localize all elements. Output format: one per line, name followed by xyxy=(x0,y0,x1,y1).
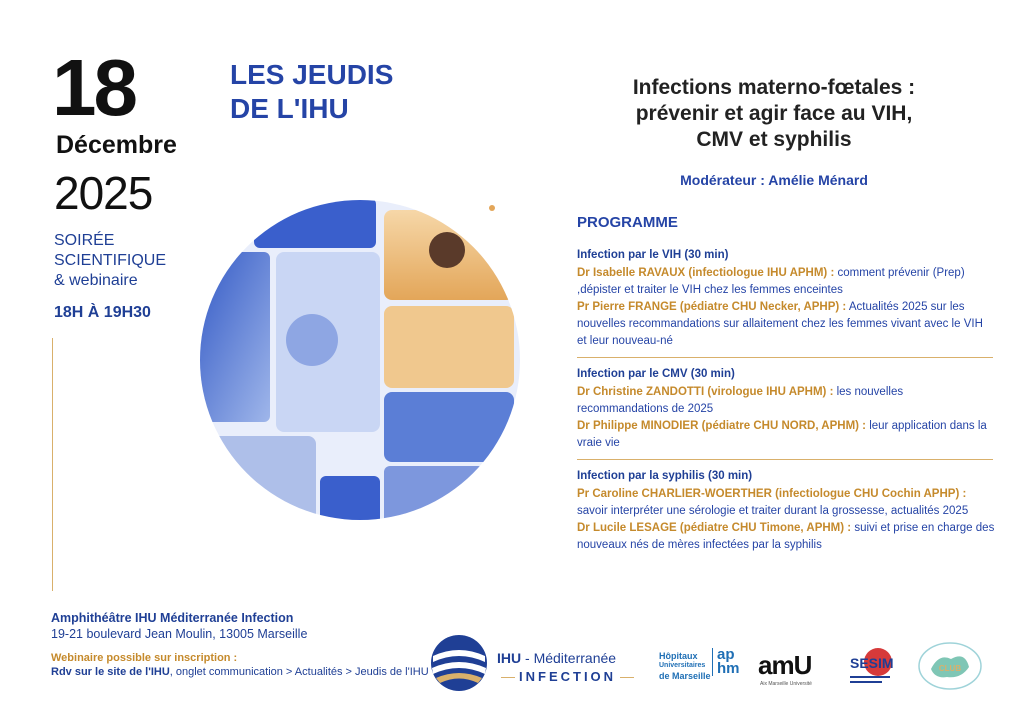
club-logo-text: CLUB xyxy=(938,664,962,673)
collage-tile xyxy=(192,252,270,422)
talk-speaker: Dr Christine ZANDOTTI (virologue IHU APHM) : xyxy=(577,385,834,398)
block-title: Infection par le VIH (30 min) xyxy=(577,249,729,261)
ihu-logo-line1-bold: IHU xyxy=(497,650,522,666)
programme-block-cmv xyxy=(577,366,995,453)
talk-speaker: Pr Pierre FRANGE (pédiatre CHU Necker, APHP) : xyxy=(577,301,847,314)
event-time: 18H À 19H30 xyxy=(54,304,151,321)
event-type-line: SOIRÉE xyxy=(54,232,115,249)
photo-collage xyxy=(192,190,522,530)
talk xyxy=(577,299,995,349)
aphm-logo-mark xyxy=(712,648,740,676)
talk-topic: Actualités 2025 sur les nouvelles recommandations sur allaitement chez les femmes vivant avec le VIH et leur nouveau-né xyxy=(577,301,983,347)
talk-speaker: Dr Philippe MINODIER (pédiatre CHU NORD, APHM) : xyxy=(577,420,866,433)
block-title: Infection par la syphilis (30 min) xyxy=(577,470,753,482)
programme-block-vih xyxy=(577,247,995,351)
page-title xyxy=(560,75,988,153)
programme-heading: PROGRAMME xyxy=(577,214,678,231)
webinar-path xyxy=(51,665,429,679)
collage-tile xyxy=(254,198,376,248)
page-title-line: prévenir et agir face au VIH, xyxy=(635,102,913,125)
aphm-text-line: de Marseille xyxy=(659,671,711,681)
aphm-mark-line: hm xyxy=(717,660,740,677)
programme-block-syphilis xyxy=(577,468,995,555)
talk xyxy=(577,486,995,520)
talk-topic: suivi et prise en charge des nouveaux nés de mères infectées par la syphilis xyxy=(577,522,995,552)
talk xyxy=(577,418,995,452)
molecule-decoration xyxy=(434,190,495,211)
webinar-title: Webinaire possible sur inscription : xyxy=(51,652,238,664)
collage-tile xyxy=(320,476,380,526)
ihu-logo-text xyxy=(497,650,638,684)
venue-name: Amphithéâtre IHU Méditerranée Infection xyxy=(51,611,294,625)
event-year: 2025 xyxy=(54,167,153,219)
amu-logo: amU xyxy=(758,650,812,680)
webinar-info xyxy=(51,651,429,679)
series-title-line: DE L'IHU xyxy=(230,93,349,124)
aphm-mark-line: ap xyxy=(717,646,735,663)
talk-speaker: Dr Lucile LESAGE (pédiatre CHU Timone, APHM) : xyxy=(577,522,852,535)
webinar-path-text: , onglet communication > Actualités > Jeudis de l'IHU xyxy=(169,666,429,678)
club-logo xyxy=(917,641,983,691)
event-type-line: & webinaire xyxy=(54,272,138,289)
collage-tile xyxy=(384,306,514,388)
event-month: Décembre xyxy=(56,131,177,159)
divider xyxy=(577,357,993,358)
collage-tile xyxy=(384,392,514,462)
talk-speaker: Pr Caroline CHARLIER-WOERTHER (infectiologue CHU Cochin APHP) : xyxy=(577,487,967,500)
moderator: Modérateur : Amélie Ménard xyxy=(680,172,868,188)
ihu-logo-line2 xyxy=(497,669,638,684)
talk xyxy=(577,384,995,418)
collage-tile xyxy=(212,436,316,526)
talk-topic: les nouvelles recommandations de 2025 xyxy=(577,385,904,415)
collage-tile xyxy=(384,466,484,526)
aphm-logo-text xyxy=(659,651,711,681)
sesim-logo xyxy=(848,644,900,690)
ihu-logo-line1 xyxy=(497,650,638,666)
divider xyxy=(577,459,993,460)
amu-logo-sub: Aix Marseille Université xyxy=(760,681,812,687)
talk xyxy=(577,265,995,299)
divider-vertical xyxy=(52,338,53,591)
event-type xyxy=(54,231,166,291)
sesim-logo-text: SESIM xyxy=(850,655,894,671)
page-title-line: Infections materno-fœtales : xyxy=(632,76,916,99)
talk-speaker: Dr Isabelle RAVAUX (infectiologue IHU APHM) : xyxy=(577,266,835,279)
ihu-globe-logo xyxy=(430,634,488,692)
talk-topic: leur application dans la vraie vie xyxy=(577,420,987,450)
block-title: Infection par le CMV (30 min) xyxy=(577,368,735,380)
series-title-line: LES JEUDIS xyxy=(230,59,394,90)
talk-topic: savoir interpréter une sérologie et traiter durant la grossesse, actualités 2025 xyxy=(577,504,969,517)
ihu-logo-line1-rest: - Méditerranée xyxy=(521,650,617,666)
aphm-text-line: Universitaires xyxy=(659,662,706,669)
talk-topic: comment prévenir (Prep) ,dépister et traiter le VIH chez les femmes enceintes xyxy=(577,266,965,296)
series-title xyxy=(230,58,393,126)
event-type-line: SCIENTIFIQUE xyxy=(54,252,167,269)
aphm-text-line: Hôpitaux xyxy=(659,651,698,661)
ihu-logo-infection: INFECTION xyxy=(519,669,617,684)
page-title-line: CMV et syphilis xyxy=(696,128,852,151)
event-day: 18 xyxy=(52,43,135,132)
talk xyxy=(577,520,995,554)
venue xyxy=(51,610,307,642)
venue-address: 19-21 boulevard Jean Moulin, 13005 Marseille xyxy=(51,627,308,641)
webinar-link[interactable]: Rdv sur le site de l'IHU xyxy=(51,666,170,678)
